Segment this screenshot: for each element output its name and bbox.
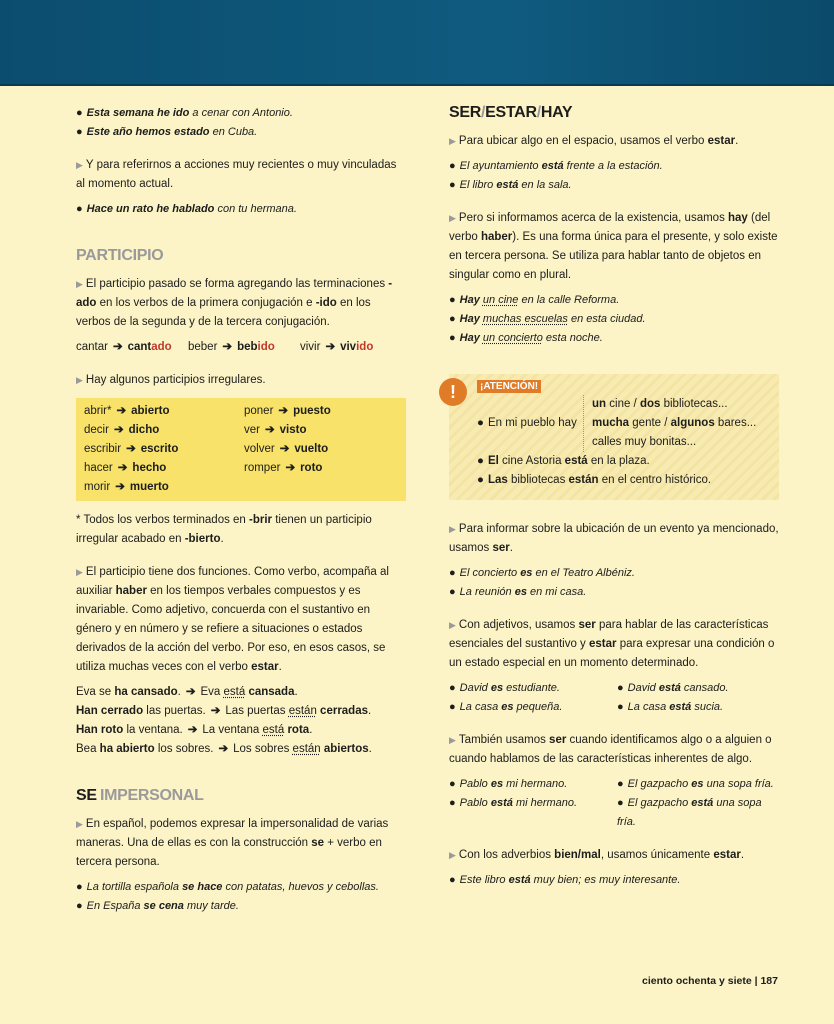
triangle-bullet-icon: ▶: [449, 850, 456, 860]
paragraph: ▶ Pero si informamos acerca de la existencia, usamos hay (del verbo haber). Es una forma única para el presente, y solo existe en tercera persona. Se utiliza para hablar tanto de objetos en singular como en plural.: [449, 212, 778, 281]
exclamation-icon: !: [439, 378, 467, 406]
irregular-item: romper ➔ roto: [244, 462, 323, 474]
paragraph: ▶ El participio pasado se forma agregando las terminaciones -ado en los verbos de la primera conjugación e -ido en los verbos de la segunda y de la tercera conjugación.: [76, 278, 393, 328]
triangle-bullet-icon: ▶: [76, 375, 83, 385]
triangle-bullet-icon: ▶: [76, 819, 83, 829]
paragraph: ▶ Hay algunos participios irregulares.: [76, 374, 266, 386]
triangle-bullet-icon: ▶: [76, 567, 83, 577]
left-column: [76, 104, 406, 916]
paragraph: ▶ Para ubicar algo en el espacio, usamos el verbo estar.: [449, 135, 739, 147]
identity-examples: ● Pablo es mi hermano. ● El gazpacho es una sopa fría. ● Pablo está mi hermano. ● El gazpacho está una sopa fría.: [449, 778, 774, 828]
example-line: ● Esta semana he ido a cenar con Antonio.: [76, 107, 293, 119]
triangle-bullet-icon: ▶: [449, 735, 456, 745]
paragraph: ▶ Con los adverbios bien/mal, usamos únicamente estar.: [449, 849, 745, 861]
example-line: ● Hay un cine en la calle Reforma.: [449, 294, 620, 306]
irregular-item: poner ➔ puesto: [244, 405, 331, 417]
paragraph: ▶ Con adjetivos, usamos ser para hablar de las características esenciales del sustantivo y estar para expresar una condición o un estado especial en un momento determinado.: [449, 619, 775, 669]
example-line: ● La tortilla española se hace con patatas, huevos y cebollas.: [76, 881, 379, 893]
example-pair: Bea ha abierto los sobres. ➔ Los sobres están abiertos.: [76, 743, 372, 755]
paragraph: ▶ Para informar sobre la ubicación de un evento ya mencionado, usamos ser.: [449, 523, 779, 554]
irregular-item: hacer ➔ hecho: [84, 462, 167, 474]
conjugation-row: cantar ➔ cantado beber ➔ bebido vivir ➔ vivido: [76, 341, 374, 353]
example-line: ● Hay muchas escuelas en esta ciudad.: [449, 313, 646, 325]
example-line: ● Hay un concierto esta noche.: [449, 332, 603, 344]
example-line: ● Hace un rato he hablado con tu hermana.: [76, 203, 297, 215]
irregular-item: escribir ➔ escrito: [84, 443, 179, 455]
right-column: [449, 104, 779, 890]
example-line: ● La reunión es en mi casa.: [449, 586, 587, 598]
example-line: ● Este libro está muy bien; es muy interesante.: [449, 874, 681, 886]
section-title-participio: PARTICIPIO: [76, 247, 164, 264]
triangle-bullet-icon: ▶: [76, 279, 83, 289]
triangle-bullet-icon: ▶: [76, 160, 83, 170]
paragraph: ▶ El participio tiene dos funciones. Como verbo, acompaña al auxiliar haber en los tiempos verbales compuestos y es invariable. Como adjetivo, concuerda con el sustantivo en género y en número y se refiere a situaciones o estados derivados de la acción del verbo. Por eso, en esos casos, se utiliza muchas veces con el verbo estar.: [76, 566, 389, 673]
example-line: ● El libro está en la sala.: [449, 179, 572, 191]
attention-example: ● El cine Astoria está en la plaza.: [477, 455, 650, 467]
attention-options: un cine / dos bibliotecas... mucha gente / algunos bares... calles muy bonitas...: [583, 395, 756, 452]
paragraph: ▶ Y para referirnos a acciones muy recientes o muy vinculadas al momento actual.: [76, 159, 397, 190]
example-pair: Han roto la ventana. ➔ La ventana está rota.: [76, 724, 313, 736]
triangle-bullet-icon: ▶: [449, 524, 456, 534]
page-footer: ciento ochenta y siete | 187: [641, 975, 778, 987]
example-line: ● El ayuntamiento está frente a la estación.: [449, 160, 663, 172]
paragraph: ▶ También usamos ser cuando identificamos algo o a alguien o cuando hablamos de las características inherentes de algo.: [449, 734, 772, 765]
irregular-item: decir ➔ dicho: [84, 424, 160, 436]
irregular-item: volver ➔ vuelto: [244, 443, 329, 455]
irregular-participles-box: [76, 398, 406, 501]
example-line: ● En España se cena muy tarde.: [76, 900, 239, 912]
triangle-bullet-icon: ▶: [449, 620, 456, 630]
example-pair: Eva se ha cansado. ➔ Eva está cansada.: [76, 686, 298, 698]
irregular-item: morir ➔ muerto: [84, 481, 169, 493]
attention-example: ● Las bibliotecas están en el centro histórico.: [477, 474, 712, 486]
paragraph: ▶ En español, podemos expresar la impersonalidad de varias maneras. Una de ellas es con la construcción se + verbo en tercera persona.: [76, 818, 389, 868]
example-pair: Han cerrado las puertas. ➔ Las puertas están cerradas.: [76, 705, 372, 717]
triangle-bullet-icon: ▶: [449, 136, 456, 146]
attention-lead: ● En mi pueblo hay: [477, 417, 577, 429]
attention-box: [449, 374, 779, 500]
irregular-item: ver ➔ visto: [244, 424, 307, 436]
adjective-examples: ● David es estudiante. ● David está cansado. ● La casa es pequeña. ● La casa está sucia.: [449, 682, 729, 713]
triangle-bullet-icon: ▶: [449, 213, 456, 223]
attention-label: ¡ATENCIÓN!: [477, 380, 541, 393]
section-title-ser-estar-hay: SER/ESTAR/HAY: [449, 104, 573, 121]
footnote: * Todos los verbos terminados en -brir tienen un participio irregular acabado en -bierto.: [76, 514, 372, 545]
section-title-se-impersonal: SE IMPERSONAL: [76, 787, 204, 804]
example-line: ● El concierto es en el Teatro Albéniz.: [449, 567, 635, 579]
irregular-item: abrir* ➔ abierto: [84, 405, 170, 417]
header-banner: [0, 0, 834, 86]
page-number: 187: [760, 975, 778, 987]
example-line: ● Este año hemos estado en Cuba.: [76, 126, 258, 138]
